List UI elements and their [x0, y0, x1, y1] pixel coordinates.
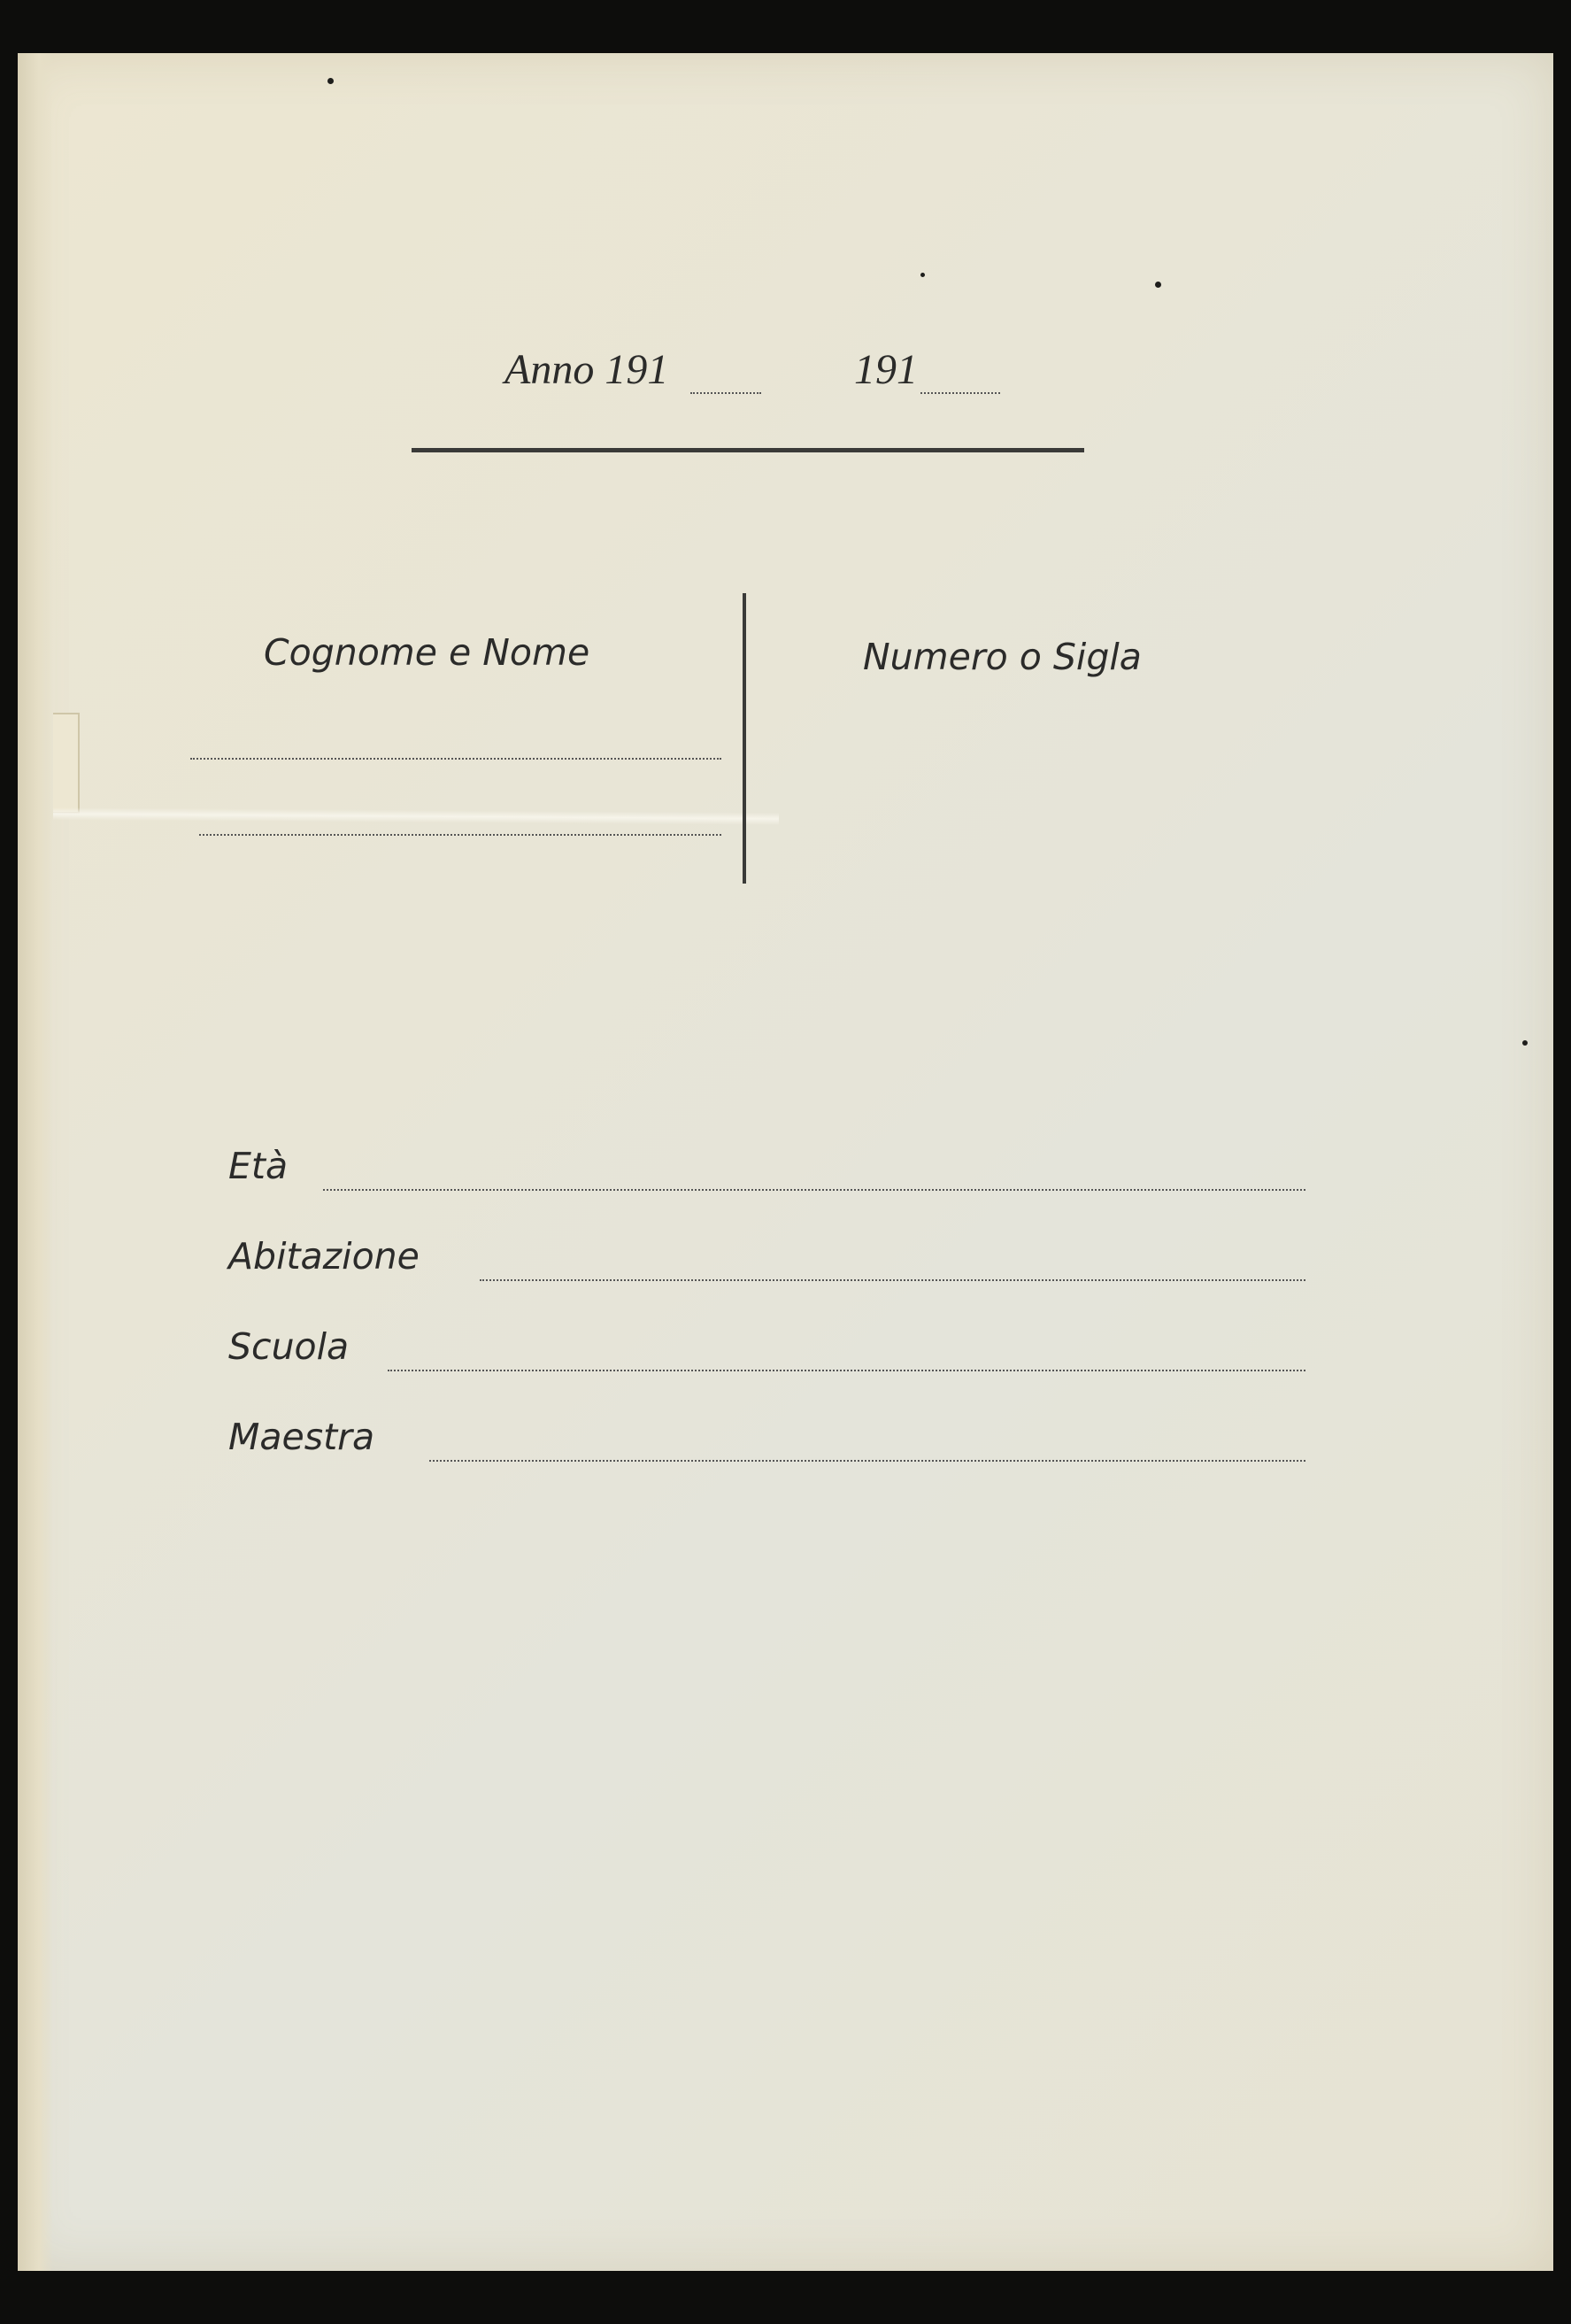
anno-label: Anno 191 [504, 346, 669, 393]
ink-speck [327, 78, 334, 84]
name-blank-2[interactable] [199, 834, 721, 836]
scuola-field[interactable] [388, 1370, 1305, 1371]
header-rule [412, 448, 1084, 452]
vertical-divider [743, 593, 746, 884]
year-second-label: 191 [854, 346, 918, 393]
scuola-label: Scuola [228, 1325, 350, 1368]
name-label: Cognome e Nome [264, 631, 590, 674]
maestra-field[interactable] [429, 1460, 1305, 1462]
year-blank-2[interactable] [920, 392, 1000, 394]
name-blank-1[interactable] [190, 758, 721, 760]
form-page [18, 53, 1553, 2271]
ink-speck [920, 273, 925, 277]
binding-tab [53, 713, 80, 814]
paper-tear [53, 807, 779, 825]
ink-speck [1155, 282, 1161, 288]
year-blank-1[interactable] [690, 392, 761, 394]
eta-field[interactable] [323, 1189, 1305, 1191]
abitazione-field[interactable] [480, 1279, 1305, 1281]
page-binding-edge [18, 53, 53, 2271]
eta-label: Età [228, 1145, 289, 1187]
abitazione-label: Abitazione [228, 1235, 420, 1278]
number-label: Numero o Sigla [863, 636, 1142, 678]
ink-speck [1522, 1040, 1528, 1046]
maestra-label: Maestra [228, 1416, 375, 1458]
